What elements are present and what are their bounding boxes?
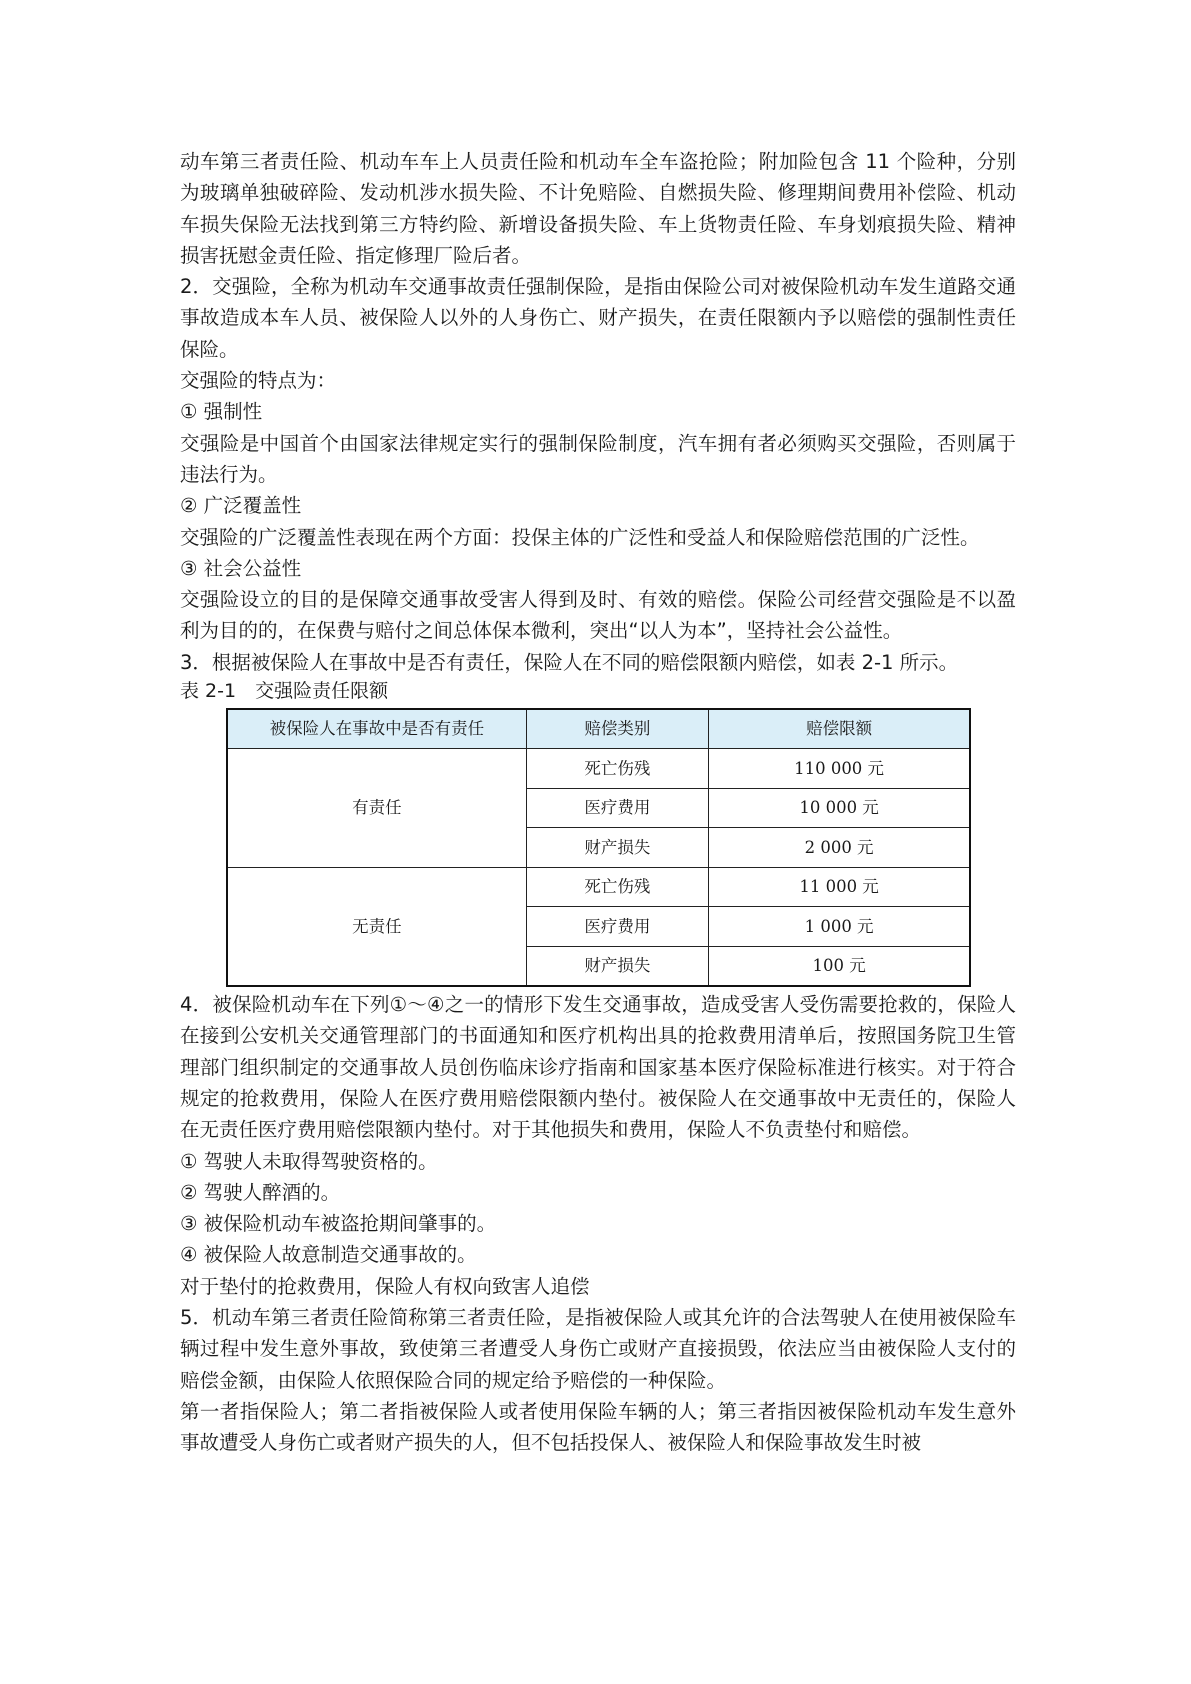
list-item: ④ 被保险人故意制造交通事故的。 — [180, 1243, 477, 1267]
table-row — [227, 867, 970, 907]
category-cell: 财产损失 — [526, 946, 709, 986]
limit-cell: 11 000 元 — [709, 867, 970, 907]
liability-cell: 无责任 — [227, 867, 526, 986]
category-cell: 死亡伤残 — [526, 749, 709, 789]
list-item: ③ 被保险机动车被盗抢期间肇事的。 — [180, 1212, 497, 1236]
paragraph: 交强险的广泛覆盖性表现在两个方面：投保主体的广泛性和受益人和保险赔偿范围的广泛性。 — [180, 525, 980, 549]
limit-cell: 100 元 — [709, 946, 970, 986]
paragraph: 交强险的特点为： — [180, 369, 337, 393]
list-heading: ② 广泛覆盖性 — [180, 494, 302, 518]
limit-cell: 10 000 元 — [709, 788, 970, 828]
column-header: 被保险人在事故中是否有责任 — [227, 709, 526, 749]
limit-cell: 110 000 元 — [709, 749, 970, 789]
paragraph: 2．交强险，全称为机动车交通事故责任强制保险，是指由保险公司对被保险机动车发生道路交通事故造成本车人员、被保险人以外的人身伤亡、财产损失，在责任限额内予以赔偿的强制性责任保险。 — [180, 275, 1016, 361]
paragraph: 对于垫付的抢救费用，保险人有权向致害人追偿 — [180, 1274, 590, 1298]
list-heading: ① 强制性 — [180, 400, 263, 424]
category-cell: 医疗费用 — [526, 907, 709, 947]
table-caption: 表 2-1 交强险责任限额 — [180, 680, 389, 703]
limit-cell: 2 000 元 — [709, 828, 970, 868]
paragraph: 第一者指保险人；第二者指被保险人或者使用保险车辆的人；第三者指因被保险机动车发生意外事故遭受人身伤亡或者财产损失的人，但不包括投保人、被保险人和保险事故发生时被 — [180, 1399, 1016, 1455]
liability-limit-table — [226, 708, 971, 987]
list-heading: ③ 社会公益性 — [180, 556, 302, 580]
list-item: ② 驾驶人醉酒的。 — [180, 1180, 341, 1204]
table-header-row — [227, 709, 970, 749]
document-body — [180, 146, 1016, 1459]
paragraph: 3．根据被保险人在事故中是否有责任，保险人在不同的赔偿限额内赔偿，如表 2-1 所示。 — [180, 650, 959, 674]
paragraph: 交强险设立的目的是保障交通事故受害人得到及时、有效的赔偿。保险公司经营交强险是不以盈利为目的的，在保费与赔付之间总体保本微利，突出“以人为本”，坚持社会公益性。 — [180, 588, 1016, 643]
category-cell: 死亡伤残 — [526, 867, 709, 907]
paragraph: 4．被保险机动车在下列①～④之一的情形下发生交通事故，造成受害人受伤需要抢救的，保险人在接到公安机关交通管理部门的书面通知和医疗机构出具的抢救费用清单后，按照国务院卫生管理部门组织制定的交通事故人员创伤临床诊疗指南和国家基本医疗保险标准进行核实。对于符合规定的抢救费用，保险人在医疗费用赔偿限额内垫付。被保险人在交通事故中无责任的，保险人在无责任医疗费用赔偿限额内垫付。对于其他损失和费用，保险人不负责垫付和赔偿。 — [180, 993, 1016, 1142]
category-cell: 财产损失 — [526, 828, 709, 868]
table-row — [227, 749, 970, 789]
list-item: ① 驾驶人未取得驾驶资格的。 — [180, 1149, 438, 1173]
limit-cell: 1 000 元 — [709, 907, 970, 947]
liability-cell: 有责任 — [227, 749, 526, 868]
category-cell: 医疗费用 — [526, 788, 709, 828]
paragraph: 5．机动车第三者责任险简称第三者责任险，是指被保险人或其允许的合法驾驶人在使用被保险车辆过程中发生意外事故，致使第三者遭受人身伤亡或财产直接损毁，依法应当由被保险人支付的赔偿金额，由保险人依照保险合同的规定给予赔偿的一种保险。 — [180, 1306, 1016, 1392]
column-header: 赔偿限额 — [709, 709, 970, 749]
paragraph: 动车第三者责任险、机动车车上人员责任险和机动车全车盗抢险；附加险包含 11 个险种，分别为玻璃单独破碎险、发动机涉水损失险、不计免赔险、自燃损失险、修理期间费用补偿险、机动车损失保险无法找到第三方特约险、新增设备损失险、车上货物责任险、车身划痕损失险、精神损害抚慰金责任险、指定修理厂险后者。 — [180, 150, 1016, 267]
paragraph: 交强险是中国首个由国家法律规定实行的强制保险制度，汽车拥有者必须购买交强险，否则属于违法行为。 — [180, 431, 1016, 486]
column-header: 赔偿类别 — [526, 709, 709, 749]
